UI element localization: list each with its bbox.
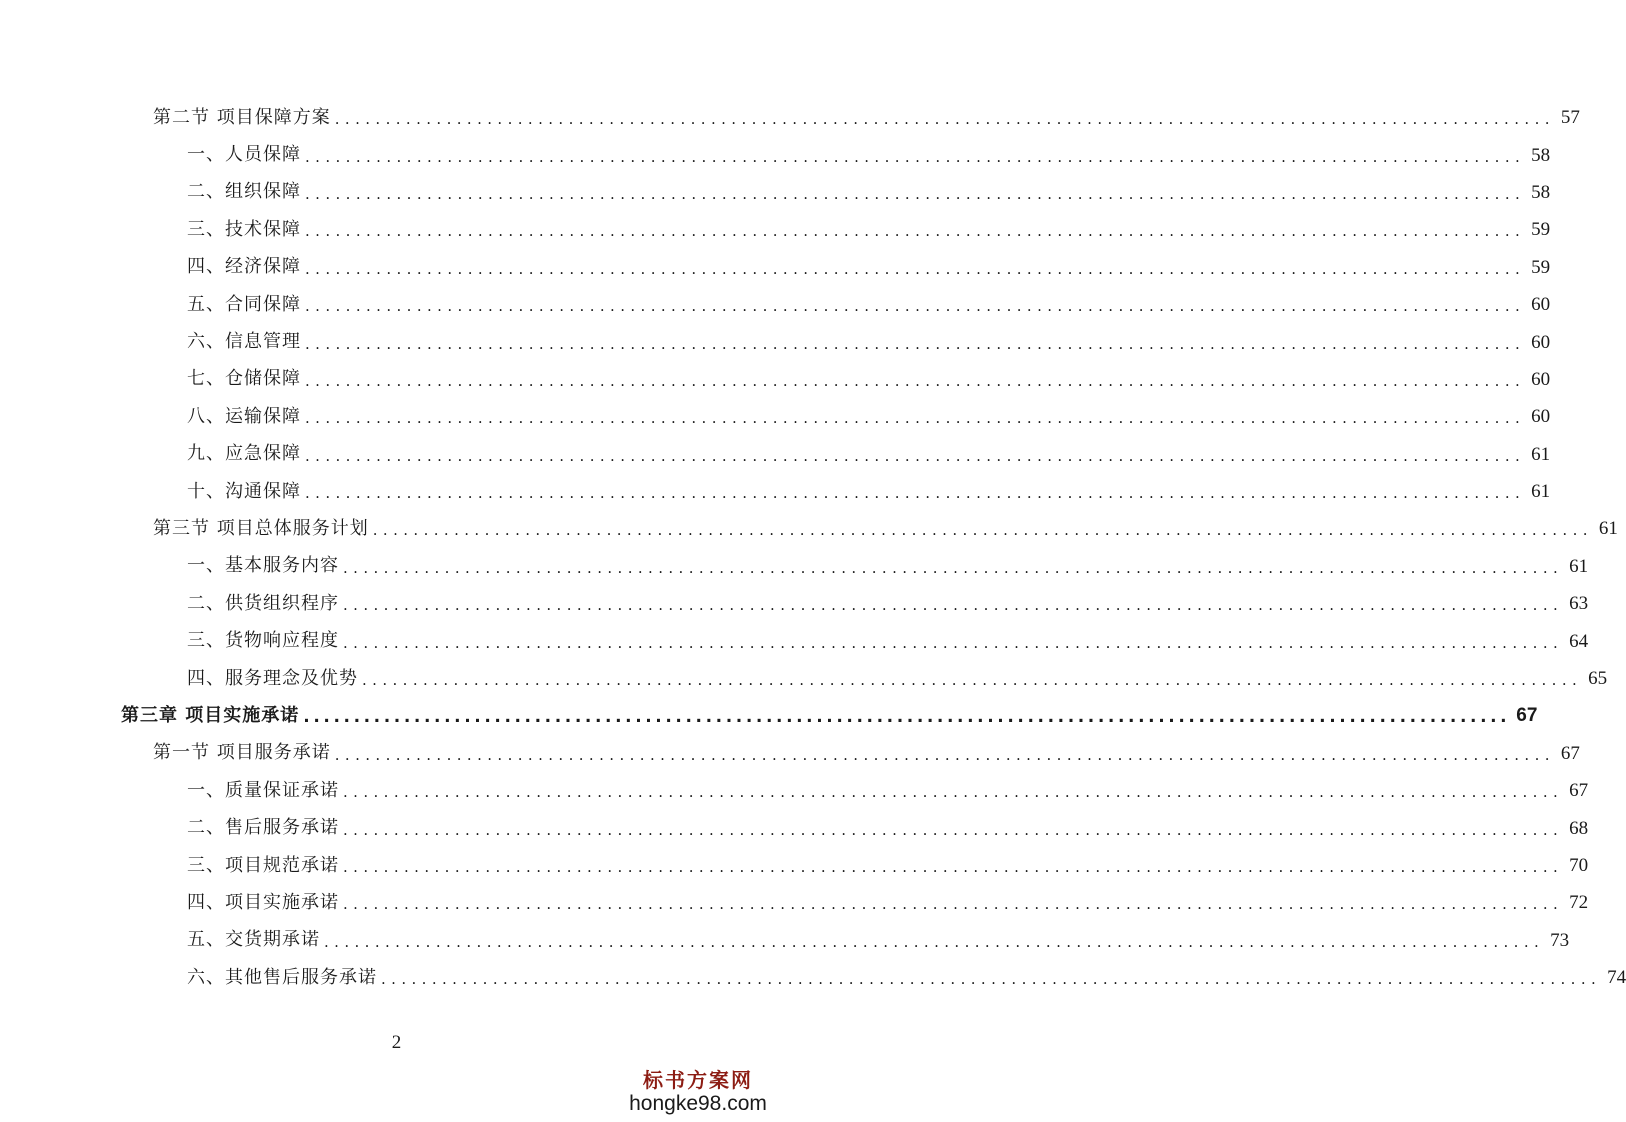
- toc-entry-title: 二、供货组织程序: [187, 592, 339, 614]
- dot-leader: ........................................................................................................................: [305, 446, 1526, 465]
- toc-entry-title: 四、经济保障: [187, 256, 301, 278]
- toc-entry-title: 一、基本服务内容: [187, 555, 339, 577]
- toc-entry-page: 73: [1550, 929, 1570, 951]
- toc-entry[interactable]: [0, 249, 1551, 286]
- dot-leader: ........................................................................................................................: [305, 259, 1526, 278]
- toc-entry-page: 60: [1531, 331, 1551, 353]
- dot-leader: ........................................................................................................................: [324, 932, 1545, 951]
- table-of-contents: [0, 99, 1626, 996]
- toc-entry-page: 65: [1588, 668, 1608, 690]
- toc-entry[interactable]: [0, 772, 1589, 809]
- toc-entry-title: 第一节 项目服务承诺: [153, 742, 331, 764]
- dot-leader: ........................................................................................................................: [334, 745, 1555, 764]
- toc-entry-title: 三、货物响应程度: [187, 630, 339, 652]
- toc-entry-title: 五、交货期承诺: [187, 929, 320, 951]
- toc-entry[interactable]: [0, 922, 1570, 959]
- toc-entry-title: 第三章 项目实施承诺: [121, 704, 300, 726]
- dot-leader: ........................................................................................................................: [305, 184, 1526, 203]
- page-number: 2: [391, 1032, 402, 1053]
- toc-entry-page: 58: [1531, 144, 1551, 166]
- toc-entry-title: 三、技术保障: [187, 218, 301, 240]
- toc-entry[interactable]: [0, 473, 1551, 510]
- dot-leader: ........................................................................................................................: [305, 297, 1526, 316]
- toc-entry-title: 四、服务理念及优势: [187, 667, 358, 689]
- dot-leader: ........................................................................................................................: [381, 970, 1602, 989]
- toc-entry[interactable]: [0, 323, 1551, 360]
- toc-entry-title: 二、售后服务承诺: [187, 817, 339, 839]
- toc-entry-page: 70: [1569, 855, 1589, 876]
- dot-leader: ........................................................................................................................: [362, 671, 1583, 690]
- toc-entry-title: 六、信息管理: [187, 331, 301, 353]
- toc-entry-title: 六、其他售后服务承诺: [187, 966, 377, 988]
- toc-entry[interactable]: [0, 548, 1589, 585]
- dot-leader: ........................................................................................................................: [305, 147, 1526, 166]
- toc-entry-title: 七、仓储保障: [187, 368, 301, 390]
- watermark-title: 标书方案网: [643, 1068, 753, 1092]
- toc-entry-title: 五、合同保障: [187, 293, 301, 315]
- dot-leader: ........................................................................................................................: [305, 484, 1526, 503]
- toc-entry-page: 61: [1569, 555, 1589, 577]
- dot-leader: ........................................................................................................................: [305, 222, 1526, 241]
- toc-entry-page: 72: [1569, 892, 1589, 914]
- toc-entry-page: 61: [1531, 481, 1551, 503]
- toc-entry-page: 58: [1531, 181, 1551, 203]
- toc-entry-page: 68: [1569, 817, 1589, 839]
- toc-entry-page: 63: [1569, 593, 1589, 615]
- toc-entry-title: 九、应急保障: [187, 443, 301, 465]
- toc-entry[interactable]: [0, 136, 1551, 173]
- dot-leader: ........................................................................................................................: [305, 409, 1526, 428]
- toc-entry-title: 四、项目实施承诺: [187, 891, 339, 913]
- toc-entry-page: 74: [1607, 967, 1626, 989]
- toc-entry-page: 60: [1531, 294, 1551, 316]
- watermark-logo: [623, 1068, 773, 1116]
- toc-entry-page: 60: [1531, 368, 1551, 390]
- toc-entry[interactable]: [0, 660, 1608, 697]
- toc-entry-title: 第三节 项目总体服务计划: [153, 517, 369, 539]
- toc-entry[interactable]: [0, 436, 1551, 473]
- toc-entry[interactable]: [0, 959, 1626, 996]
- toc-entry-title: 第二节 项目保障方案: [153, 106, 331, 128]
- toc-entry[interactable]: [0, 697, 1538, 734]
- toc-entry-page: 59: [1531, 256, 1551, 278]
- dot-leader: ........................................................................................................................: [343, 596, 1564, 615]
- toc-entry[interactable]: [0, 398, 1551, 435]
- dot-leader: ........................................................................................................................: [343, 633, 1564, 652]
- toc-entry[interactable]: [0, 847, 1589, 884]
- toc-entry-title: 八、运输保障: [187, 405, 301, 427]
- toc-entry-page: 60: [1531, 406, 1551, 428]
- dot-leader: ........................................................................................................................: [334, 110, 1555, 129]
- toc-entry[interactable]: [0, 211, 1551, 248]
- dot-leader: ........................................................................................................................: [303, 707, 1511, 728]
- dot-leader: ........................................................................................................................: [343, 783, 1564, 802]
- toc-entry-title: 三、项目规范承诺: [187, 854, 339, 876]
- toc-entry[interactable]: [0, 735, 1580, 772]
- toc-entry-page: 67: [1516, 705, 1538, 727]
- dot-leader: ........................................................................................................................: [343, 820, 1564, 839]
- toc-entry[interactable]: [0, 622, 1589, 659]
- toc-entry-title: 二、组织保障: [187, 181, 301, 203]
- toc-entry-title: 一、质量保证承诺: [187, 779, 339, 801]
- toc-entry-title: 一、人员保障: [187, 144, 301, 166]
- toc-entry-page: 59: [1531, 219, 1551, 241]
- toc-entry[interactable]: [0, 585, 1589, 622]
- toc-entry[interactable]: [0, 174, 1551, 211]
- dot-leader: ........................................................................................................................: [372, 521, 1593, 540]
- toc-entry-page: 67: [1560, 742, 1580, 764]
- dot-leader: ........................................................................................................................: [305, 371, 1526, 390]
- toc-entry-page: 61: [1598, 518, 1618, 540]
- toc-entry-page: 57: [1560, 107, 1580, 129]
- toc-entry-page: 67: [1569, 780, 1589, 802]
- toc-entry[interactable]: [0, 809, 1589, 846]
- watermark-url: hongke98.com: [629, 1092, 767, 1115]
- toc-entry[interactable]: [0, 884, 1589, 921]
- toc-entry-page: 64: [1569, 630, 1589, 652]
- dot-leader: ........................................................................................................................: [343, 558, 1564, 577]
- dot-leader: ........................................................................................................................: [305, 334, 1526, 353]
- dot-leader: ........................................................................................................................: [343, 858, 1564, 876]
- toc-entry[interactable]: [0, 510, 1618, 547]
- toc-entry[interactable]: [0, 286, 1551, 323]
- toc-entry[interactable]: [0, 99, 1580, 136]
- toc-entry[interactable]: [0, 361, 1551, 398]
- dot-leader: ........................................................................................................................: [343, 895, 1564, 914]
- toc-entry-title: 十、沟通保障: [187, 480, 301, 502]
- toc-entry-page: 61: [1531, 443, 1551, 465]
